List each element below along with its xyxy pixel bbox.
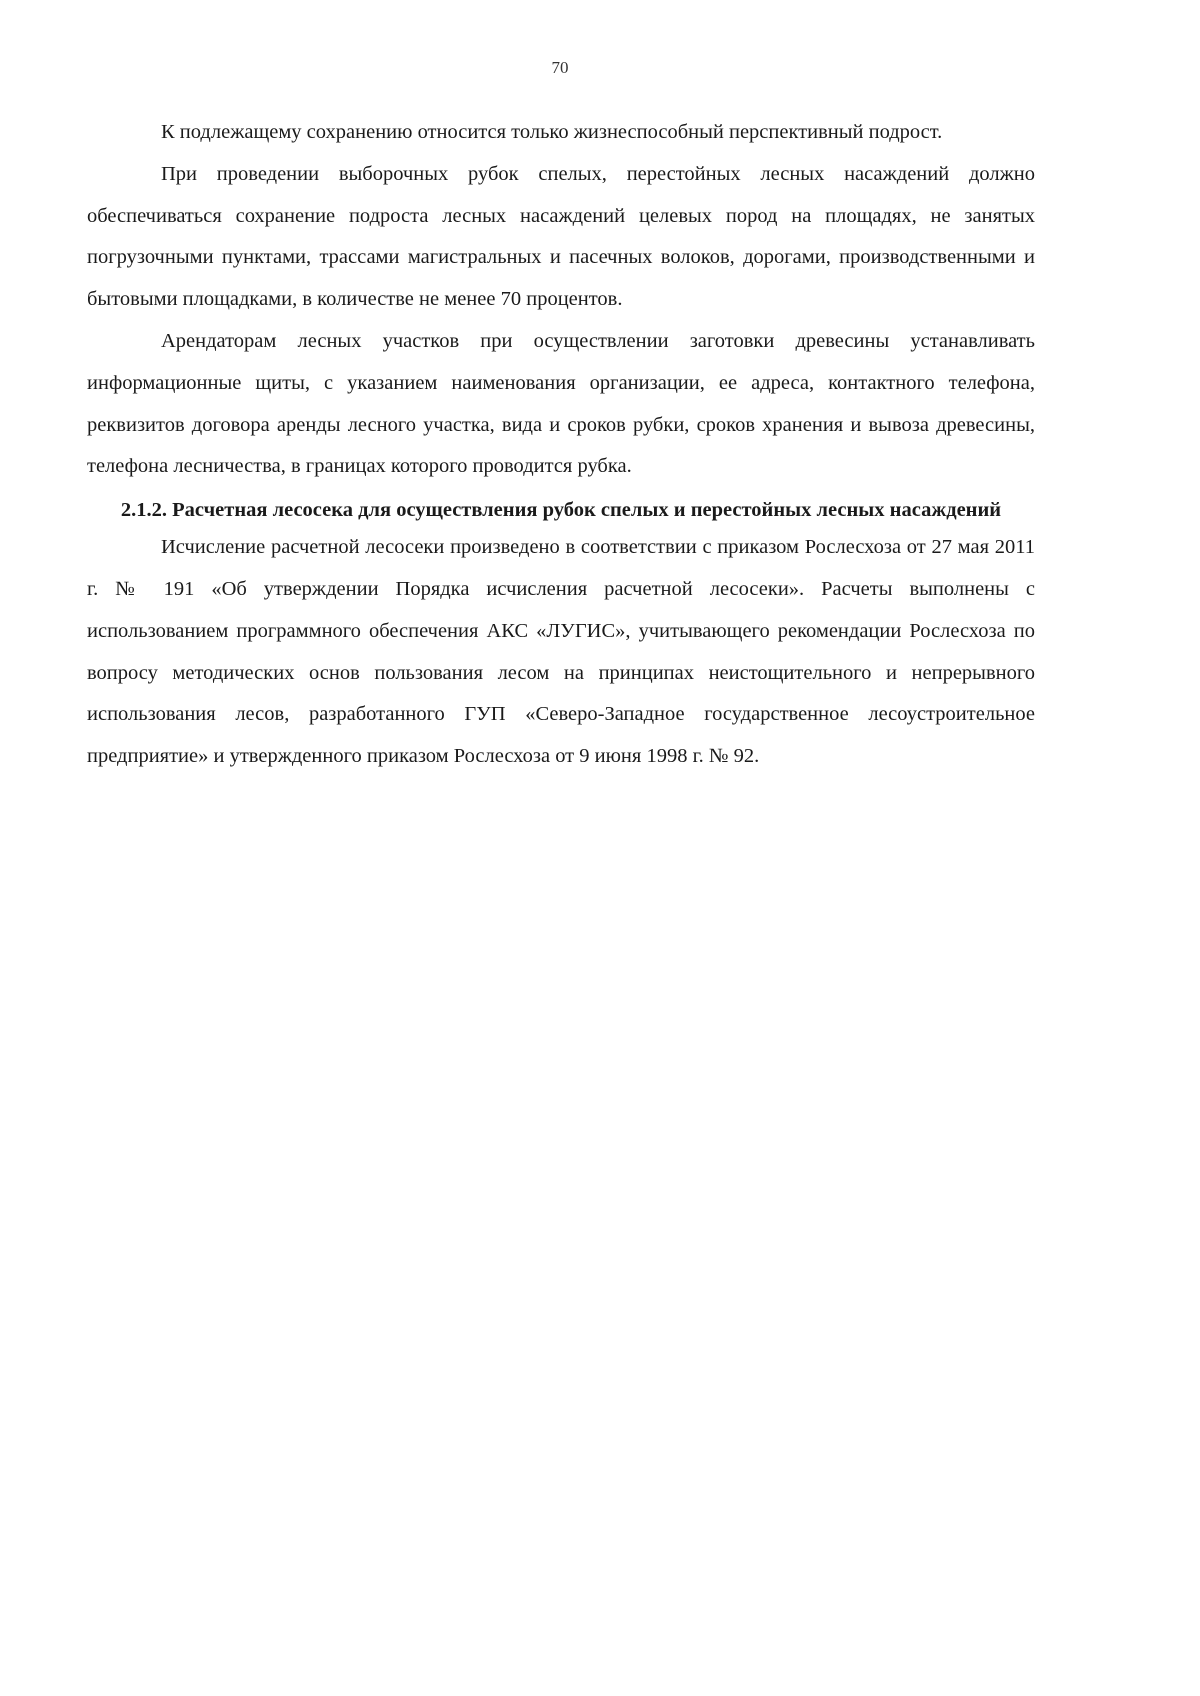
paragraph-selective-felling: При проведении выборочных рубок спелых, перестойных лесных насаждений должно обеспечиваться сохранение подроста лесных насаждений целевых пород на площадях, не занятых погрузочными пунктами, трассами магистральных и пасечных волоков, дорогами, производственными и бытовыми площадками, в количестве не менее 70 процентов. [87, 162, 1035, 311]
paragraph-information-boards: Арендаторам лесных участков при осуществлении заготовки древесины устанавливать информационные щиты, с указанием наименования организации, ее адреса, контактного телефона, реквизитов договора аренды лесного участка, вида и сроков рубки, сроков хранения и вывоза древесины, телефона лесничества, в границах которого проводится рубка. [87, 329, 1035, 478]
document-body [87, 112, 1035, 778]
paragraph-undergrowth-preservation: К подлежащему сохранению относится только жизнеспособный перспективный подрост. [161, 121, 943, 143]
paragraph-allowable-cut-calculation: Исчисление расчетной лесосеки произведено в соответствии с приказом Рослесхоза от 27 мая 2011 г. № 191 «Об утверждении Порядка исчисления расчетной лесосеки». Расчеты выполнены с использованием программного обеспечения АКС «ЛУГИС», учитывающего рекомендации Рослесхоза по вопросу методических основ пользования лесом на принципах неистощительного и непрерывного использования лесов, разработанного ГУП «Северо-Западное государственное лесоустроительное предприятие» и утвержденного приказом Рослесхоза от 9 июня 1998 г. № 92. [87, 536, 1035, 768]
page-number: 70 [551, 58, 569, 77]
section-heading: 2.1.2. Расчетная лесосека для осуществления рубок спелых и перестойных лесных насаждений [120, 499, 1002, 522]
